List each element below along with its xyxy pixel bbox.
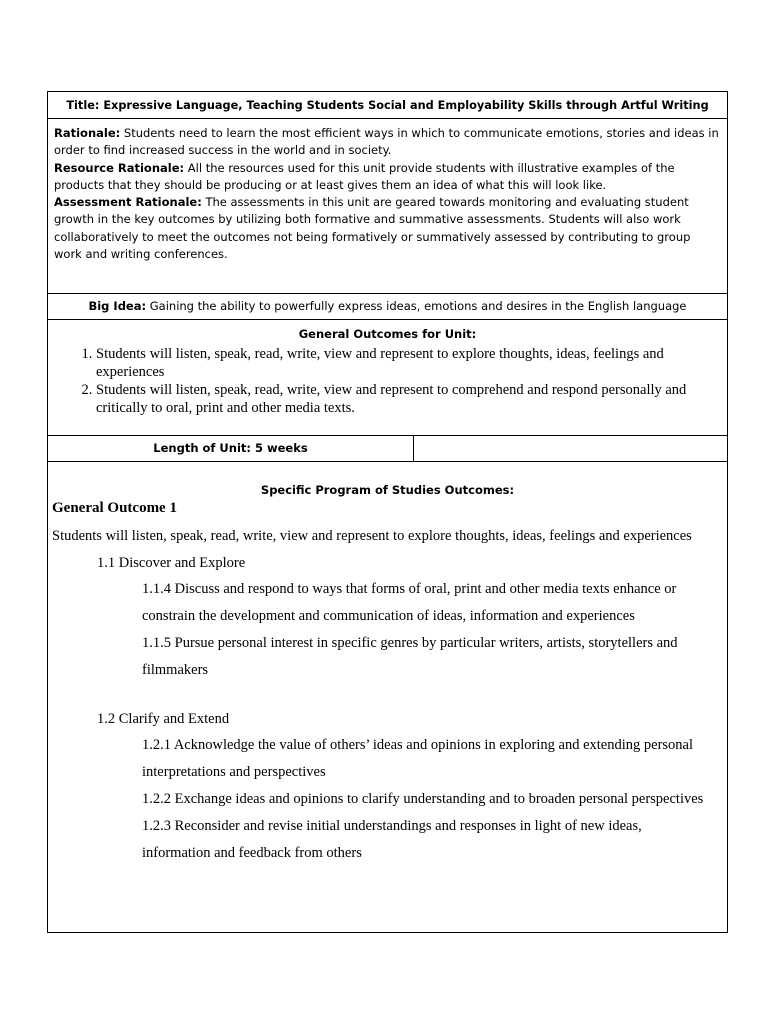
general-outcome-item: 2. Students will listen, speak, read, write, view and represent to comprehend and respond personally and critically to oral, print and other media texts. bbox=[96, 381, 717, 417]
resource-rationale-text: All the resources used for this unit provide students with illustrative examples of the products that they should be producing or at least gives them an idea of what this will look like. bbox=[54, 160, 675, 192]
resource-rationale-label: Resource Rationale: bbox=[54, 160, 185, 175]
length-of-unit-cell bbox=[48, 436, 414, 462]
section-title: 1.1 Discover and Explore bbox=[97, 555, 246, 572]
rationale-text: Students need to learn the most efficient ways in which to communicate emotions, stories and ideas in order to find increased success in the world and in society. bbox=[54, 126, 719, 158]
title-text: Expressive Language, Teaching Students Social and Employability Skills through Artful Writing bbox=[103, 99, 709, 112]
specific-outcome: 1.2.2 Exchange ideas and opinions to clarify understanding and to broaden personal perspectives bbox=[142, 791, 704, 808]
resource-rationale-paragraph bbox=[54, 160, 721, 195]
general-outcome-item: 1. Students will listen, speak, read, write, view and represent to explore thoughts, ideas, feelings and experiences bbox=[96, 345, 717, 381]
big-idea-label: Big Idea: bbox=[88, 299, 147, 313]
title-label: Title: bbox=[66, 99, 100, 112]
assessment-rationale-paragraph bbox=[54, 194, 721, 263]
rationale-label: Rationale: bbox=[54, 126, 121, 140]
general-outcomes-heading: General Outcomes for Unit: bbox=[298, 327, 477, 341]
unit-title bbox=[48, 92, 727, 114]
big-idea-text: Gaining the ability to powerfully express ideas, emotions and desires in the English language bbox=[149, 299, 687, 313]
specific-outcome: 1.2.3 Reconsider and revise initial understandings and responses in light of new ideas, information and feedback from others bbox=[142, 818, 642, 862]
assessment-rationale-text: The assessments in this unit are geared towards monitoring and evaluating student growth in the key outcomes by utilizing both formative and summative assessments. Students will also work collaboratively to meet the outcomes not being formatively or summatively assessed by contributing to group work and writing conferences. bbox=[54, 195, 691, 262]
unit-plan-table bbox=[47, 91, 728, 933]
specific-outcome: 1.1.5 Pursue personal interest in specific genres by particular writers, artists, storytellers and filmmakers bbox=[142, 635, 678, 679]
length-of-unit: Length of Unit: 5 weeks bbox=[153, 441, 308, 455]
specific-outcome: 1.2.1 Acknowledge the value of others’ ideas and opinions in exploring and extending personal interpretations and perspectives bbox=[142, 737, 693, 781]
general-outcomes-row bbox=[48, 320, 728, 436]
general-outcome-description: Students will listen, speak, read, write, view and represent to explore thoughts, ideas, feelings and experiences bbox=[52, 528, 692, 545]
title-row bbox=[48, 92, 728, 119]
unit-plan bbox=[47, 91, 727, 933]
specific-outcomes-heading: Specific Program of Studies Outcomes: bbox=[260, 483, 515, 497]
length-empty-cell bbox=[414, 436, 728, 462]
rationale-row bbox=[48, 119, 728, 294]
general-outcomes-list bbox=[48, 345, 727, 417]
specific-outcome: 1.1.4 Discuss and respond to ways that forms of oral, print and other media texts enhance or constrain the development and communication of ideas, information and experiences bbox=[142, 581, 677, 625]
rationale-paragraph bbox=[54, 125, 721, 160]
section-title: 1.2 Clarify and Extend bbox=[97, 711, 230, 728]
big-idea-row bbox=[48, 294, 728, 320]
assessment-rationale-label: Assessment Rationale: bbox=[54, 195, 202, 210]
general-outcome-title: General Outcome 1 bbox=[52, 500, 177, 517]
big-idea bbox=[48, 294, 727, 315]
specific-outcomes-row bbox=[48, 462, 728, 933]
